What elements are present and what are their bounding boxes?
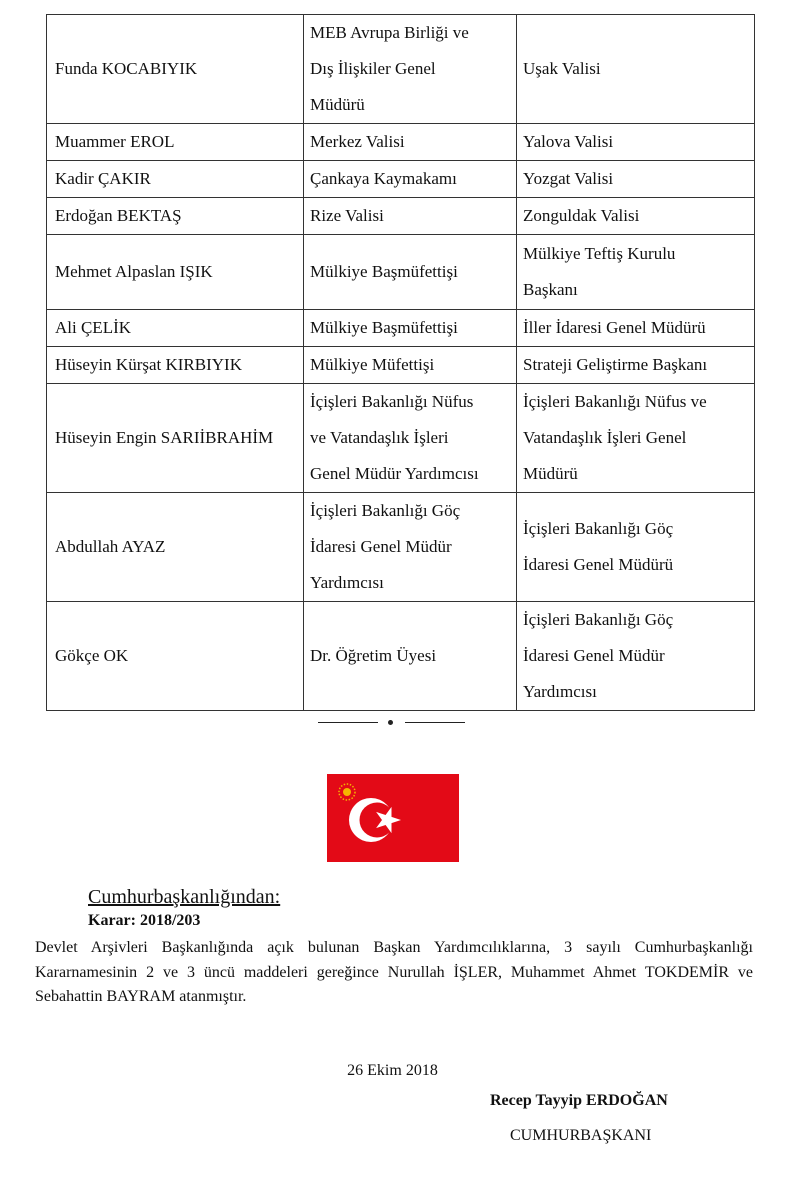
new-position: Yozgat Valisi <box>517 161 755 198</box>
new-position: Mülkiye Teftiş Kurulu Başkanı <box>517 235 755 310</box>
previous-position: Mülkiye Başmüfettişi <box>304 235 517 310</box>
signatory-title: CUMHURBAŞKANI <box>510 1127 652 1144</box>
previous-position: Çankaya Kaymakamı <box>304 161 517 198</box>
person-name: Abdullah AYAZ <box>47 493 304 602</box>
previous-position: Dr. Öğretim Üyesi <box>304 602 517 711</box>
table-row <box>47 347 755 384</box>
previous-position: MEB Avrupa Birliği ve Dış İlişkiler Genel Müdürü <box>304 15 517 124</box>
new-position: İçişleri Bakanlığı Göç İdaresi Genel Müdürü <box>517 493 755 602</box>
table-row <box>47 15 755 124</box>
table-row <box>47 493 755 602</box>
table-row <box>47 310 755 347</box>
previous-position: Mülkiye Başmüfettişi <box>304 310 517 347</box>
person-name: Gökçe OK <box>47 602 304 711</box>
person-name: Hüseyin Kürşat KIRBIYIK <box>47 347 304 384</box>
person-name: Muammer EROL <box>47 124 304 161</box>
decree-body: Devlet Arşivleri Başkanlığında açık bulunan Başkan Yardımcılıklarına, 3 sayılı Cumhurbaşkanlığı Kararnamesinin 2 ve 3 üncü maddeleri gereğince Nurullah İŞLER, Muhammet Ahmet TOKDEMİR ve Sebahattin BAYRAM atanmıştır. <box>35 939 753 1005</box>
new-position: İçişleri Bakanlığı Nüfus ve Vatandaşlık İşleri Genel Müdürü <box>517 384 755 493</box>
table-row <box>47 235 755 310</box>
table-row <box>47 602 755 711</box>
person-name: Kadir ÇAKIR <box>47 161 304 198</box>
decree-date: 26 Ekim 2018 <box>347 1062 438 1079</box>
table-row <box>47 161 755 198</box>
person-name: Mehmet Alpaslan IŞIK <box>47 235 304 310</box>
new-position: Yalova Valisi <box>517 124 755 161</box>
table-row <box>47 384 755 493</box>
table-row <box>47 198 755 235</box>
new-position: Strateji Geliştirme Başkanı <box>517 347 755 384</box>
table-row <box>47 124 755 161</box>
section-separator <box>318 721 468 725</box>
issuer-heading: Cumhurbaşkanlığından: <box>88 886 281 908</box>
new-position: İller İdaresi Genel Müdürü <box>517 310 755 347</box>
appointments-table <box>46 14 755 711</box>
person-name: Funda KOCABIYIK <box>47 15 304 124</box>
decree-number: Karar: 2018/203 <box>88 912 201 929</box>
person-name: Ali ÇELİK <box>47 310 304 347</box>
previous-position: İçişleri Bakanlığı Nüfus ve Vatandaşlık İşleri Genel Müdür Yardımcısı <box>304 384 517 493</box>
previous-position: İçişleri Bakanlığı Göç İdaresi Genel Müdür Yardımcısı <box>304 493 517 602</box>
person-name: Erdoğan BEKTAŞ <box>47 198 304 235</box>
new-position: İçişleri Bakanlığı Göç İdaresi Genel Müdür Yardımcısı <box>517 602 755 711</box>
new-position: Uşak Valisi <box>517 15 755 124</box>
turkish-flag-emblem <box>327 774 459 862</box>
signatory-name: Recep Tayyip ERDOĞAN <box>490 1092 668 1109</box>
previous-position: Mülkiye Müfettişi <box>304 347 517 384</box>
previous-position: Rize Valisi <box>304 198 517 235</box>
new-position: Zonguldak Valisi <box>517 198 755 235</box>
person-name: Hüseyin Engin SARIİBRAHİM <box>47 384 304 493</box>
previous-position: Merkez Valisi <box>304 124 517 161</box>
